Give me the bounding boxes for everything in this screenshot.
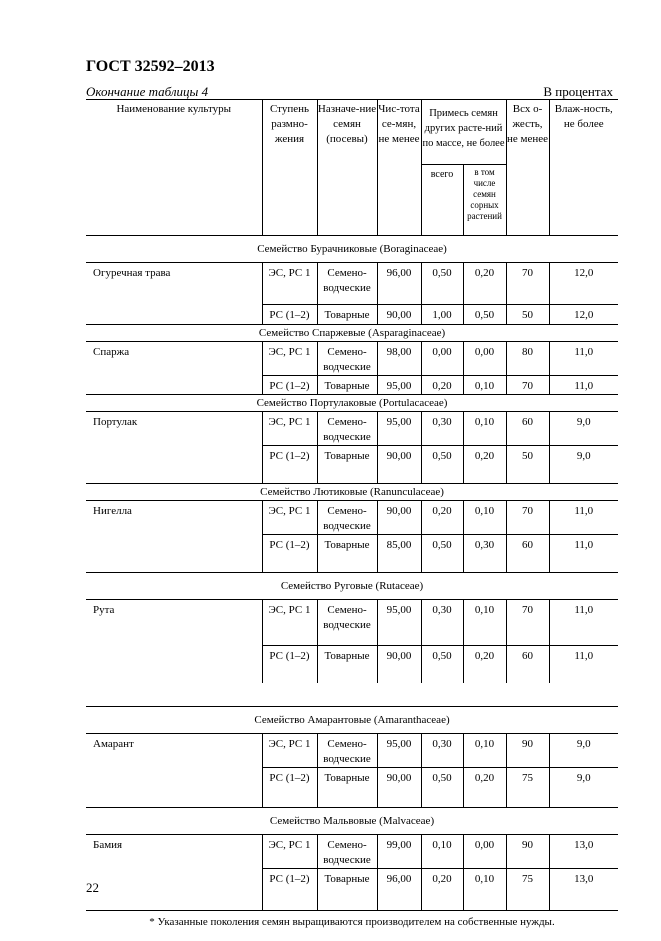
family-row — [86, 808, 618, 835]
admixture-total-cell: 0,50 — [421, 768, 463, 808]
stage-cell: ЭС, РС 1 — [262, 263, 317, 305]
purity-cell: 90,00 — [377, 501, 421, 535]
germination-cell: 70 — [506, 263, 549, 305]
admixture-total-cell: 0,50 — [421, 263, 463, 305]
germination-cell: 60 — [506, 535, 549, 573]
purpose-cell: Семено-водческие — [317, 734, 377, 768]
purity-cell: 85,00 — [377, 535, 421, 573]
purpose-cell: Семено-водческие — [317, 600, 377, 646]
germination-cell: 60 — [506, 412, 549, 446]
family-name: Семейство Спаржевые (Asparaginaceae) — [86, 325, 618, 342]
family-name: Семейство Амарантовые (Amaranthaceae) — [86, 707, 618, 734]
purpose-cell: Семено-водческие — [317, 501, 377, 535]
admixture-weeds-cell: 0,20 — [463, 646, 506, 684]
germination-cell: 60 — [506, 646, 549, 684]
purpose-cell: Семено-водческие — [317, 342, 377, 376]
family-name: Семейство Лютиковые (Ranunculaceae) — [86, 484, 618, 501]
admixture-weeds-cell: 0,30 — [463, 535, 506, 573]
crop-name: Портулак — [86, 412, 262, 484]
purpose-cell: Товарные — [317, 376, 377, 395]
admixture-total-cell: 0,50 — [421, 535, 463, 573]
family-name: Семейство Руговые (Rutaceae) — [86, 573, 618, 600]
germination-cell: 50 — [506, 305, 549, 325]
page-number: 22 — [86, 880, 99, 896]
column-header-moisture: Влаж-ность, не более — [549, 100, 618, 236]
crop-name: Спаржа — [86, 342, 262, 395]
seed-quality-table-container — [86, 99, 613, 859]
admixture-weeds-cell: 0,10 — [463, 600, 506, 646]
stage-cell: РС (1–2) — [262, 446, 317, 484]
crop-name: Огуречная трава — [86, 263, 262, 325]
family-row — [86, 395, 618, 412]
moisture-cell: 11,0 — [549, 342, 618, 376]
admixture-total-cell: 0,00 — [421, 342, 463, 376]
crop-name: Нигелла — [86, 501, 262, 573]
purity-cell: 95,00 — [377, 412, 421, 446]
family-row — [86, 325, 618, 342]
family-row — [86, 707, 618, 734]
moisture-cell: 13,0 — [549, 869, 618, 911]
admixture-total-cell: 0,10 — [421, 835, 463, 869]
purpose-cell: Товарные — [317, 646, 377, 684]
table-continuation-label: Окончание таблицы 4 — [86, 84, 208, 100]
purity-cell: 95,00 — [377, 734, 421, 768]
family-name: Семейство Мальвовые (Malvaceae) — [86, 808, 618, 835]
purity-cell: 90,00 — [377, 768, 421, 808]
table-body — [86, 236, 618, 941]
moisture-cell: 12,0 — [549, 263, 618, 305]
purity-cell: 95,00 — [377, 376, 421, 395]
stage-cell: РС (1–2) — [262, 768, 317, 808]
column-header-stage: Ступень размно-жения — [262, 100, 317, 236]
family-row — [86, 236, 618, 263]
admixture-weeds-cell: 0,20 — [463, 768, 506, 808]
table-row — [86, 835, 618, 869]
crop-name: Амарант — [86, 734, 262, 808]
admixture-weeds-cell: 0,00 — [463, 835, 506, 869]
column-header-purity: Чис-тота се-мян, не менее — [377, 100, 421, 236]
admixture-weeds-cell: 0,50 — [463, 305, 506, 325]
moisture-cell: 9,0 — [549, 734, 618, 768]
family-row — [86, 484, 618, 501]
family-row — [86, 573, 618, 600]
purity-cell: 96,00 — [377, 263, 421, 305]
moisture-cell: 9,0 — [549, 412, 618, 446]
admixture-weeds-cell: 0,10 — [463, 734, 506, 768]
admixture-weeds-cell: 0,00 — [463, 342, 506, 376]
admixture-total-cell: 0,50 — [421, 646, 463, 684]
column-header-crop: Наименование культуры — [86, 100, 262, 236]
germination-cell: 75 — [506, 768, 549, 808]
purity-cell: 96,00 — [377, 869, 421, 911]
seed-quality-table — [86, 99, 618, 941]
stage-cell: РС (1–2) — [262, 535, 317, 573]
document-title: ГОСТ 32592–2013 — [86, 58, 215, 76]
admixture-total-cell: 0,50 — [421, 446, 463, 484]
table-row — [86, 342, 618, 376]
germination-cell: 70 — [506, 600, 549, 646]
table-row — [86, 734, 618, 768]
stage-cell: ЭС, РС 1 — [262, 600, 317, 646]
column-header-germination: Всх о-жесть, не менее — [506, 100, 549, 236]
spacer-row — [86, 683, 618, 707]
purpose-cell: Семено-водческие — [317, 263, 377, 305]
admixture-total-cell: 0,30 — [421, 600, 463, 646]
purpose-cell: Товарные — [317, 768, 377, 808]
admixture-weeds-cell: 0,10 — [463, 501, 506, 535]
units-label: В процентах — [543, 84, 613, 100]
column-header-purpose: Назначе-ние семян (посевы) — [317, 100, 377, 236]
spacer-cell — [86, 683, 618, 707]
admixture-weeds-cell: 0,20 — [463, 446, 506, 484]
stage-cell: РС (1–2) — [262, 646, 317, 684]
germination-cell: 70 — [506, 501, 549, 535]
purity-cell: 90,00 — [377, 646, 421, 684]
purity-cell: 90,00 — [377, 305, 421, 325]
purpose-cell: Семено-водческие — [317, 835, 377, 869]
crop-name: Рута — [86, 600, 262, 684]
family-name: Семейство Портулаковые (Portulacaceae) — [86, 395, 618, 412]
admixture-total-cell: 0,30 — [421, 734, 463, 768]
moisture-cell: 9,0 — [549, 446, 618, 484]
admixture-total-cell: 0,20 — [421, 376, 463, 395]
purpose-cell: Семено-водческие — [317, 412, 377, 446]
moisture-cell: 11,0 — [549, 501, 618, 535]
germination-cell: 75 — [506, 869, 549, 911]
admixture-total-cell: 1,00 — [421, 305, 463, 325]
stage-cell: ЭС, РС 1 — [262, 734, 317, 768]
footnote-row — [86, 911, 618, 941]
moisture-cell: 11,0 — [549, 646, 618, 684]
germination-cell: 70 — [506, 376, 549, 395]
purity-cell: 98,00 — [377, 342, 421, 376]
purpose-cell: Товарные — [317, 535, 377, 573]
purity-cell: 99,00 — [377, 835, 421, 869]
footnote: * Указанные поколения семян выращиваются производителем на собственные нужды. — [86, 911, 618, 941]
stage-cell: ЭС, РС 1 — [262, 412, 317, 446]
crop-name: Бамия — [86, 835, 262, 911]
table-row — [86, 600, 618, 646]
moisture-cell: 12,0 — [549, 305, 618, 325]
table-row — [86, 263, 618, 305]
admixture-total-cell: 0,20 — [421, 869, 463, 911]
stage-cell: ЭС, РС 1 — [262, 835, 317, 869]
stage-cell: РС (1–2) — [262, 305, 317, 325]
stage-cell: ЭС, РС 1 — [262, 501, 317, 535]
moisture-cell: 9,0 — [549, 768, 618, 808]
column-header-admixture-total: всего — [421, 165, 463, 236]
admixture-weeds-cell: 0,10 — [463, 869, 506, 911]
moisture-cell: 11,0 — [549, 600, 618, 646]
admixture-total-cell: 0,20 — [421, 501, 463, 535]
moisture-cell: 11,0 — [549, 376, 618, 395]
admixture-total-cell: 0,30 — [421, 412, 463, 446]
table-row — [86, 501, 618, 535]
stage-cell: ЭС, РС 1 — [262, 342, 317, 376]
germination-cell: 80 — [506, 342, 549, 376]
family-name: Семейство Бурачниковые (Boraginaceae) — [86, 236, 618, 263]
stage-cell: РС (1–2) — [262, 376, 317, 395]
admixture-weeds-cell: 0,20 — [463, 263, 506, 305]
column-header-admixture-weeds: в том числе семян сорных растений — [463, 165, 506, 236]
stage-cell: РС (1–2) — [262, 869, 317, 911]
table-row — [86, 412, 618, 446]
admixture-weeds-cell: 0,10 — [463, 412, 506, 446]
purpose-cell: Товарные — [317, 869, 377, 911]
germination-cell: 50 — [506, 446, 549, 484]
germination-cell: 90 — [506, 734, 549, 768]
purity-cell: 95,00 — [377, 600, 421, 646]
purity-cell: 90,00 — [377, 446, 421, 484]
admixture-weeds-cell: 0,10 — [463, 376, 506, 395]
moisture-cell: 13,0 — [549, 835, 618, 869]
moisture-cell: 11,0 — [549, 535, 618, 573]
purpose-cell: Товарные — [317, 446, 377, 484]
column-header-admixture: Примесь семян других расте-ний по массе, не более — [421, 100, 506, 165]
purpose-cell: Товарные — [317, 305, 377, 325]
germination-cell: 90 — [506, 835, 549, 869]
